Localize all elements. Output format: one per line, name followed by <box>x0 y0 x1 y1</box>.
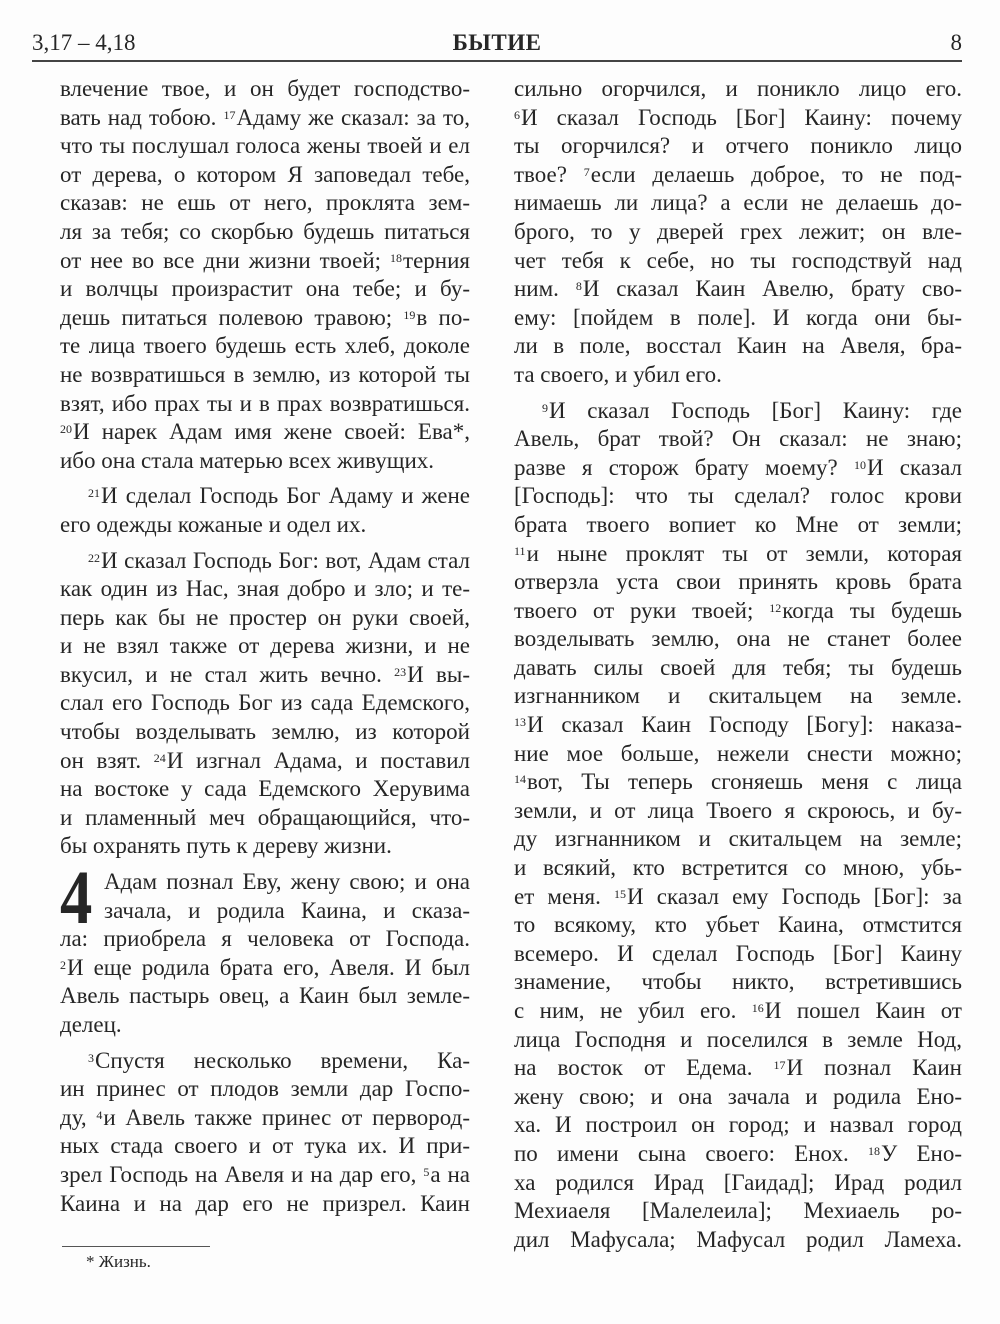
paragraph <box>60 75 470 475</box>
verse-number: 4 <box>96 1107 103 1122</box>
paragraph <box>514 397 962 1255</box>
verse-number: 10 <box>853 457 866 472</box>
text-line: ла: приобрела я человека от Господа. <box>60 926 470 952</box>
text-line: Адам познал Еву, жену свою; и она <box>104 869 470 895</box>
text-line: он взят. $^{24}$И изгнал Адама, и поставил <box>60 747 470 773</box>
verse-number: 13 <box>514 715 526 730</box>
text-line: ха родился Ирад [Гаидад]; Ирад родил <box>514 1169 962 1195</box>
text-line: нимаешь ли лица? а если не делаешь до- <box>514 190 962 216</box>
text-line: слал его Господь Бог из сада Едемского, <box>60 690 470 716</box>
text-line: ему: [пойдем в поле]. И когда они бы- <box>514 304 962 330</box>
text-line: ных стада своего и от тука их. И при- <box>60 1133 470 1159</box>
verse-number: 3 <box>88 1050 94 1065</box>
text-line: чтобы возделывать землю, из которой <box>60 719 470 745</box>
text-line: ты огорчился? и отчего поникло лицо <box>514 133 962 159</box>
text-line: $^{14}$вот, Ты теперь сгоняешь меня с лица <box>514 769 962 795</box>
text-line: твоего от руки твоей; $^{12}$когда ты будешь <box>514 597 962 623</box>
text-line: брого, то у дверей грех лежит; он вле- <box>514 218 962 244</box>
text-line: дил Мафусала; Мафусал родил Ламеха. <box>514 1226 962 1252</box>
text-line: $^6$И сказал Господь [Бог] Каину: почему <box>514 104 962 130</box>
text-line: взят, ибо прах ты и в прах возвратишься. <box>60 390 470 416</box>
text-line: $^{21}$И сделал Господь Бог Адаму и жене <box>88 483 470 509</box>
text-line: по имени сына своего: Енох. $^{18}$У Ено- <box>514 1140 962 1166</box>
text-line: отверзла уста свои принять кровь брата <box>514 569 962 595</box>
text-line: от дерева, о котором Я заповедал тебе, <box>60 161 470 187</box>
text-line: знамение, чтобы никто, встретившись <box>514 969 962 995</box>
verse-range: 3,17 – 4,18 <box>32 30 136 55</box>
text-line: бы охранять путь к дереву жизни. <box>60 833 392 859</box>
text-line: ха. И построил он город; и назвал город <box>514 1112 962 1138</box>
page-number: 8 <box>950 30 962 55</box>
text-line: $^{22}$И сказал Господь Бог: вот, Адам стал <box>88 547 470 573</box>
text-line: ля за тебя; со скорбью будешь питаться <box>60 218 470 244</box>
footnote: * Жизнь. <box>86 1252 151 1271</box>
text-line: возделывать землю, она не станет более <box>514 626 962 652</box>
verse-number: 17 <box>223 107 236 122</box>
text-line: его одежды кожаные и одел их. <box>60 511 367 537</box>
verse-number: 24 <box>153 750 166 765</box>
text-line: с ним, не убил его. $^{16}$И пошел Каин от <box>514 998 962 1023</box>
text-line: Каина и на дар его не призрел. Каин <box>60 1190 470 1216</box>
text-line: чет тебя к себе, но ты господствуй над <box>514 247 962 273</box>
text-line: ет меня. $^{15}$И сказал ему Господь [Бог]: за <box>514 883 962 909</box>
text-line: от нее во все дни жизни твоей; $^{18}$терния <box>60 247 470 273</box>
text-line: Мехиаеля [Малелеила]; Мехиаель ро- <box>514 1198 962 1224</box>
text-line: $^{13}$И сказал Каин Господу [Богу]: наказа- <box>514 712 962 738</box>
verse-number: 19 <box>403 307 416 322</box>
text-line: ли в поле, восстал Каин на Авеля, бра- <box>514 333 962 359</box>
verse-number: 22 <box>88 550 100 565</box>
verse-number: 23 <box>394 664 407 679</box>
text-line: земли, и от лица Твоего я скроюсь, и бу- <box>514 797 962 823</box>
text-line: сильно огорчился, и поникло лицо его. <box>514 76 962 101</box>
verse-number: 11 <box>514 543 526 558</box>
text-line: брата твоего вопиет ко Мне от земли; <box>514 511 962 537</box>
paragraph <box>60 547 470 862</box>
text-line: ним. $^8$И сказал Каин Авелю, брату сво- <box>514 276 963 302</box>
text-line: те лица твоего будешь есть хлеб, доколе <box>60 333 470 359</box>
paragraph <box>60 1047 470 1219</box>
footnote-divider <box>62 1246 210 1247</box>
verse-number: 7 <box>583 164 590 179</box>
text-line: и не взял также от дерева жизни, и не <box>60 633 470 659</box>
text-line: не возвратишься в землю, из которой ты <box>60 361 470 387</box>
text-line: влечение твое, и он будет господство- <box>60 76 470 101</box>
verse-number: 8 <box>575 279 582 294</box>
text-line: всемеро. И сделал Господь [Бог] Каину <box>514 940 962 966</box>
verse-number: 16 <box>751 1001 764 1015</box>
text-line: что ты послушал голоса жены твоей и ел <box>60 133 470 159</box>
text-line: ибо она стала матерью всех живущих. <box>60 447 435 473</box>
book-title: БЫТИЕ <box>452 30 542 55</box>
text-line: зрел Господь на Авеля и на дар его, $^5$а на <box>60 1161 470 1187</box>
text-line: и волчцы произрастит она тебе; и бу- <box>60 276 470 302</box>
text-line: Авель, брат твой? Он сказал: не знаю; <box>514 426 962 452</box>
verse-number: 6 <box>514 107 520 122</box>
text-line: как один из Нас, зная добро и зло; и те- <box>60 576 470 602</box>
paragraph <box>60 482 470 539</box>
verse-number: 21 <box>88 486 100 501</box>
verse-number: 5 <box>423 1164 430 1179</box>
right-column <box>514 75 962 1261</box>
text-line: перь как бы не простер он руки своей, <box>60 604 470 630</box>
text-line: ду изгнанником и скитальцем на земле; <box>514 826 962 852</box>
text-line: и пламенный меч обращающийся, что- <box>60 804 470 830</box>
text-line: та своего, и убил его. <box>514 361 722 387</box>
text-line: то всякому, кто убьет Каина, отмстится <box>514 912 962 938</box>
left-column <box>60 75 470 1225</box>
text-line: сказав: не ешь от него, проклята зем- <box>60 190 470 216</box>
text-line: твое? $^7$если делаешь доброе, то не под- <box>514 161 962 187</box>
text-line: Авель пастырь овец, а Каин был земле- <box>60 983 470 1009</box>
verse-number: 18 <box>867 1143 880 1158</box>
text-line: и всякий, кто встретится со мною, убь- <box>514 855 962 881</box>
text-line: $^9$И сказал Господь [Бог] Каину: где <box>542 397 962 423</box>
verse-number: 2 <box>60 957 66 972</box>
text-line: делец. <box>60 1012 122 1037</box>
verse-number: 15 <box>614 886 626 901</box>
paragraph <box>514 75 962 390</box>
running-header <box>32 30 962 62</box>
verse-number: 17 <box>773 1058 786 1073</box>
text-line: на восток от Едема. $^{17}$И познал Каин <box>514 1055 962 1081</box>
verse-number: 20 <box>60 422 72 437</box>
text-line: $^3$Спустя несколько времени, Ка- <box>88 1047 470 1073</box>
text-line: лица Господня и поселился в земле Нод, <box>514 1026 962 1052</box>
verse-number: 12 <box>769 600 782 615</box>
text-line: ние мое больше, нежели снести можно; <box>514 740 962 766</box>
text-line: на востоке у сада Едемского Херувима <box>60 776 470 802</box>
text-line: дешь питаться полевою травою; $^{19}$в по- <box>60 304 470 330</box>
text-line: изгнанником и скитальцем на земле. <box>514 683 962 709</box>
text-line: [Господь]: что ты сделал? голос крови <box>514 483 962 509</box>
text-line: разве я сторож брату моему? $^{10}$И сказал <box>514 454 962 480</box>
text-line: ду, $^4$и Авель также принес от первород- <box>60 1104 470 1130</box>
text-line: жену свою; и она зачала и родила Ено- <box>514 1083 962 1109</box>
text-line: ин принес от плодов земли дар Госпо- <box>60 1076 470 1102</box>
verse-number: 18 <box>390 250 403 265</box>
text-line: $^2$И еще родила брата его, Авеля. И был <box>60 954 470 980</box>
text-line: зачала, и родила Каина, и сказа- <box>104 897 470 923</box>
verse-number: 14 <box>514 772 526 787</box>
text-line: $^{11}$и ныне проклят ты от земли, которая <box>514 540 962 566</box>
chapter-paragraph <box>60 856 470 1040</box>
text-line: вать над тобою. $^{17}$Адаму же сказал: за то, <box>60 104 471 130</box>
text-line: $^{20}$И нарек Адам имя жене своей: Ева*, <box>60 419 470 445</box>
verse-number: 9 <box>542 400 548 415</box>
text-line: давать силы своей для тебя; ты будешь <box>514 654 962 680</box>
text-line: вкусил, и не стал жить вечно. $^{23}$И вы- <box>60 661 470 687</box>
chapter-number: 4 <box>60 856 93 941</box>
